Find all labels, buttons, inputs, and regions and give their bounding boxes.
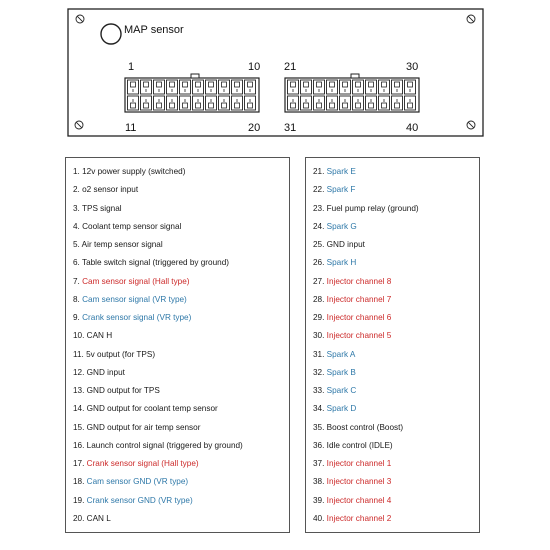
pin-entry xyxy=(73,419,289,437)
pin-entry xyxy=(73,163,289,181)
pin-description: GND output for air temp sensor xyxy=(86,422,201,432)
pin-description: CAN H xyxy=(86,331,113,341)
pin-description: CAN L xyxy=(86,513,111,523)
pin-terminal xyxy=(343,103,348,108)
pin-entry xyxy=(313,236,479,254)
pin-number: 28. xyxy=(313,294,325,304)
pin-terminal xyxy=(196,103,201,108)
pin-entry xyxy=(73,455,289,473)
pin-terminal xyxy=(144,103,149,108)
pin-description: Spark D xyxy=(326,404,357,414)
pin-terminal xyxy=(248,103,253,108)
pin-terminal xyxy=(209,103,214,108)
pin-description: Injector channel 8 xyxy=(326,276,392,286)
pin-description: Spark F xyxy=(326,185,356,195)
pin-entry xyxy=(313,181,479,199)
pin-description: Injector channel 4 xyxy=(326,495,392,505)
pin-description: Crank sensor signal (VR type) xyxy=(82,313,192,322)
pin-terminal xyxy=(382,82,387,87)
pin-terminal xyxy=(196,82,201,87)
pin-terminal xyxy=(382,103,387,108)
pin-label-30: 30 xyxy=(406,61,419,73)
pin-terminal xyxy=(369,82,374,87)
pin-entry xyxy=(313,273,479,291)
pin-terminal xyxy=(330,103,335,108)
pin-number: 8. xyxy=(73,294,80,304)
pin-number: 15. xyxy=(73,422,85,432)
pin-entry xyxy=(73,181,289,199)
pin-terminal xyxy=(183,82,188,87)
pin-description: GND input xyxy=(326,240,365,249)
pin-description: Injector channel 1 xyxy=(326,459,392,468)
pin-number: 37. xyxy=(313,459,325,468)
pin-terminal xyxy=(235,103,240,108)
pin-entry xyxy=(73,327,289,345)
pin-description: Fuel pump relay (ground) xyxy=(326,203,419,213)
pin-terminal xyxy=(304,103,309,108)
pin-description: Injector channel 6 xyxy=(326,313,392,322)
pin-terminal xyxy=(183,103,188,108)
pin-description: Table switch signal (triggered by ground) xyxy=(81,258,229,268)
pin-description: Spark C xyxy=(326,386,357,395)
pin-entry xyxy=(73,200,289,218)
pin-number: 38. xyxy=(313,477,325,487)
pin-description: Spark G xyxy=(326,221,357,231)
pin-terminal xyxy=(330,82,335,87)
pin-entry xyxy=(313,510,479,528)
pin-description: 5v output (for TPS) xyxy=(86,349,156,359)
pin-terminal xyxy=(222,82,227,87)
pin-terminal xyxy=(248,82,253,87)
pin-number: 32. xyxy=(313,367,325,377)
pin-number: 33. xyxy=(313,386,325,395)
pin-terminal xyxy=(157,103,162,108)
pin-number: 1. xyxy=(73,167,80,176)
pin-number: 19. xyxy=(73,495,85,505)
pin-label-1: 1 xyxy=(128,61,135,73)
pin-terminal xyxy=(170,82,175,87)
pin-number: 7. xyxy=(73,276,80,286)
pin-number: 5. xyxy=(73,240,80,249)
pin-terminal xyxy=(131,82,136,87)
pin-entry xyxy=(73,400,289,418)
pin-entry xyxy=(73,473,289,491)
connector-right-latch xyxy=(351,74,359,78)
pin-entry xyxy=(73,273,289,291)
pin-number: 9. xyxy=(73,313,80,322)
pin-description: Cam sensor signal (VR type) xyxy=(82,294,187,304)
pin-description: GND input xyxy=(86,367,125,377)
pin-terminal xyxy=(291,103,296,108)
pin-entry xyxy=(313,382,479,400)
pin-entry xyxy=(73,291,289,309)
pin-description: Spark H xyxy=(326,258,357,268)
pin-terminal xyxy=(144,82,149,87)
pin-number: 29. xyxy=(313,313,325,322)
pin-list-items xyxy=(306,158,479,528)
screw-icon xyxy=(467,15,475,23)
screw-icon xyxy=(76,15,84,23)
pin-number: 36. xyxy=(313,440,325,450)
pin-entry xyxy=(313,200,479,218)
pin-entry xyxy=(313,291,479,309)
connector-right xyxy=(285,74,419,112)
pin-number: 22. xyxy=(313,185,325,195)
pin-number: 25. xyxy=(313,240,325,249)
map-sensor-port-icon xyxy=(101,24,121,44)
pin-list-left xyxy=(65,157,290,533)
pin-description: Crank sensor signal (Hall type) xyxy=(86,459,199,468)
pin-entry xyxy=(313,309,479,327)
pin-entry xyxy=(313,346,479,364)
pin-entry xyxy=(313,492,479,510)
pin-entry xyxy=(73,364,289,382)
ecu-connector-diagram xyxy=(0,0,550,150)
pin-terminal xyxy=(356,103,361,108)
pin-terminal xyxy=(209,82,214,87)
pin-description: 12v power supply (switched) xyxy=(82,167,186,176)
pin-number: 3. xyxy=(73,203,80,213)
pin-number: 2. xyxy=(73,185,80,195)
pin-description: Crank sensor GND (VR type) xyxy=(86,495,193,505)
pin-number: 14. xyxy=(73,404,85,414)
pin-number: 13. xyxy=(73,386,85,395)
pin-number: 31. xyxy=(313,349,325,359)
pin-number: 12. xyxy=(73,367,85,377)
pin-label-40: 40 xyxy=(406,122,419,134)
pin-number: 26. xyxy=(313,258,325,268)
pin-entry xyxy=(313,163,479,181)
screw-icon xyxy=(467,121,475,129)
pin-label-21: 21 xyxy=(284,61,297,73)
pin-number: 18. xyxy=(73,477,85,487)
pin-entry xyxy=(313,327,479,345)
pin-number: 4. xyxy=(73,221,80,231)
pin-number: 17. xyxy=(73,459,85,468)
pin-list-items xyxy=(66,158,289,528)
pin-entry xyxy=(313,400,479,418)
pin-number: 23. xyxy=(313,203,325,213)
pin-terminal xyxy=(304,82,309,87)
pin-entry xyxy=(313,218,479,236)
pin-entry xyxy=(73,510,289,528)
pin-number: 10. xyxy=(73,331,85,341)
pin-description: Injector channel 2 xyxy=(326,513,392,523)
pin-entry xyxy=(73,236,289,254)
pin-label-31: 31 xyxy=(284,122,297,134)
pin-description: Cam sensor signal (Hall type) xyxy=(82,276,190,286)
pin-entry xyxy=(73,218,289,236)
pin-number: 30. xyxy=(313,331,325,341)
pin-label-11: 11 xyxy=(125,122,137,134)
pin-entry xyxy=(73,346,289,364)
connector-left xyxy=(125,74,259,112)
pin-entry xyxy=(313,473,479,491)
pin-number: 21. xyxy=(313,167,325,176)
pin-terminal xyxy=(222,103,227,108)
pin-description: Spark A xyxy=(326,349,356,359)
pin-terminal xyxy=(343,82,348,87)
pin-description: Launch control signal (triggered by ground) xyxy=(86,440,243,450)
pin-entry xyxy=(313,437,479,455)
pin-terminal xyxy=(235,82,240,87)
pin-description: Idle control (IDLE) xyxy=(326,440,393,450)
pin-terminal xyxy=(291,82,296,87)
pin-number: 35. xyxy=(313,422,325,432)
pin-description: Spark E xyxy=(326,167,356,176)
pin-terminal xyxy=(170,103,175,108)
pin-label-10: 10 xyxy=(248,61,261,73)
pin-entry xyxy=(73,254,289,272)
pin-label-20: 20 xyxy=(248,122,261,134)
pin-terminal xyxy=(395,82,400,87)
pin-description: Injector channel 5 xyxy=(326,331,392,341)
pin-description: Air temp sensor signal xyxy=(81,240,163,249)
pin-description: GND output for TPS xyxy=(86,386,160,395)
pin-terminal xyxy=(157,82,162,87)
pin-description: Coolant temp sensor signal xyxy=(82,221,182,231)
pin-entry xyxy=(73,382,289,400)
pin-terminal xyxy=(408,103,413,108)
pin-terminal xyxy=(369,103,374,108)
pin-entry xyxy=(73,309,289,327)
screw-icon xyxy=(75,121,83,129)
connector-left-latch xyxy=(191,74,199,78)
pin-description: Injector channel 3 xyxy=(326,477,392,487)
pin-entry xyxy=(313,254,479,272)
pin-number: 27. xyxy=(313,276,325,286)
map-sensor-label: MAP sensor xyxy=(124,24,184,36)
pin-number: 6. xyxy=(73,258,80,268)
pin-description: Boost control (Boost) xyxy=(326,422,404,432)
pin-number: 34. xyxy=(313,404,325,414)
pin-description: GND output for coolant temp sensor xyxy=(86,404,218,414)
pin-description: Injector channel 7 xyxy=(326,294,392,304)
pin-entry xyxy=(73,437,289,455)
pin-description: o2 sensor input xyxy=(82,185,139,195)
pin-number: 11. xyxy=(73,349,84,359)
pin-description: Cam sensor GND (VR type) xyxy=(86,477,189,487)
pin-number: 24. xyxy=(313,221,325,231)
pin-description: TPS signal xyxy=(81,203,122,213)
pin-list-right xyxy=(305,157,480,533)
pin-terminal xyxy=(131,103,136,108)
pin-number: 20. xyxy=(73,513,85,523)
pin-number: 16. xyxy=(73,440,85,450)
pin-terminal xyxy=(317,82,322,87)
pin-entry xyxy=(313,455,479,473)
pin-terminal xyxy=(395,103,400,108)
pin-entry xyxy=(73,492,289,510)
pin-terminal xyxy=(408,82,413,87)
pin-entry xyxy=(313,364,479,382)
pin-number: 39. xyxy=(313,495,325,505)
pin-terminal xyxy=(317,103,322,108)
pin-description: Spark B xyxy=(326,367,356,377)
pin-entry xyxy=(313,419,479,437)
pin-number: 40. xyxy=(313,513,325,523)
pin-terminal xyxy=(356,82,361,87)
